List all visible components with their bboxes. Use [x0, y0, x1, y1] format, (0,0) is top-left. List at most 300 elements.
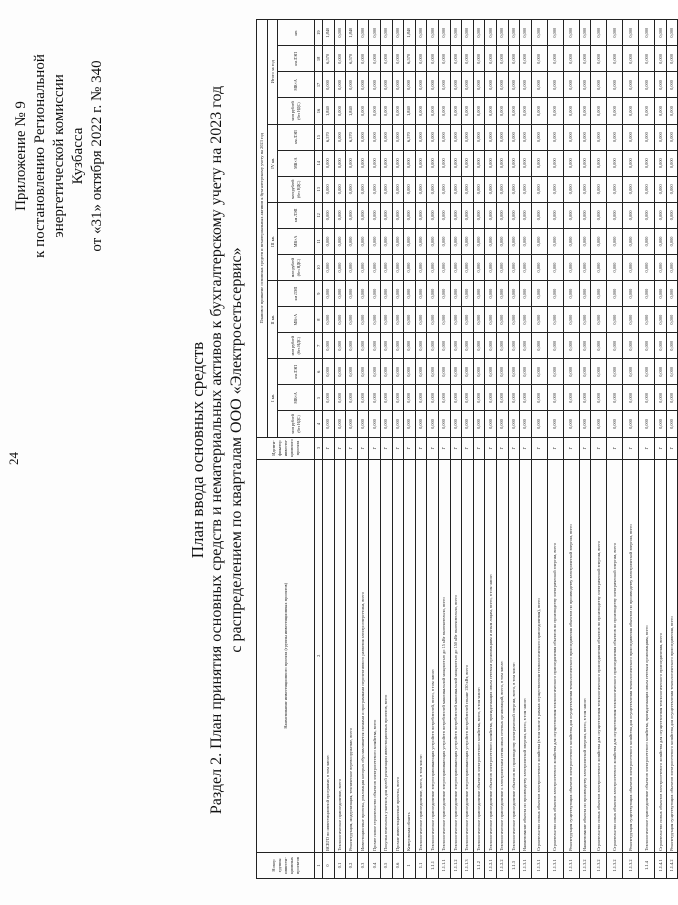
header-quarter: IV кв.: [268, 124, 278, 202]
row-number: 1.1.3.1: [520, 852, 532, 878]
table-row: [666, 20, 678, 879]
row-value: 0,000: [607, 411, 623, 437]
row-number: 1.1.4.1: [655, 852, 667, 878]
row-value: 0,000: [496, 307, 508, 333]
investment-table: [256, 19, 678, 879]
row-value: 0,000: [591, 72, 607, 98]
table-row: [563, 20, 579, 879]
row-value: 0,000: [485, 411, 497, 437]
row-project-name: Технологическое присоединение энергопринимающих устройств потребителей, всего, в том числе:: [427, 459, 439, 852]
header-column-number: 7: [315, 333, 323, 359]
row-value: 0,000: [579, 202, 591, 228]
row-value: 0,000: [496, 359, 508, 385]
row-value: 0,000: [666, 307, 678, 333]
header-column-number: 3: [315, 437, 323, 459]
row-value: 0,000: [496, 46, 508, 72]
row-value: 0,000: [579, 411, 591, 437]
row-value: 0,000: [392, 228, 404, 254]
row-value: 0,000: [334, 228, 346, 254]
row-value: 0,000: [655, 150, 667, 176]
row-value: 0,000: [415, 150, 427, 176]
row-value: 0,000: [415, 307, 427, 333]
row-value: 0,000: [438, 228, 450, 254]
row-value: 0,000: [520, 411, 532, 437]
row-value: 0,000: [607, 228, 623, 254]
row-value: 0,000: [639, 333, 655, 359]
row-value: 0,000: [607, 307, 623, 333]
table-row: [438, 20, 450, 879]
row-value: 0,000: [666, 333, 678, 359]
row-value: 0,000: [323, 150, 335, 176]
row-value: 0,000: [547, 333, 563, 359]
row-identifier: Г: [508, 437, 520, 459]
row-value: 0,000: [579, 307, 591, 333]
row-value: 0,000: [415, 124, 427, 150]
header-unit: км ЛЭП: [278, 202, 315, 228]
row-identifier: Г: [547, 437, 563, 459]
header-column-number: 11: [315, 228, 323, 254]
row-value: 6,570: [323, 46, 335, 72]
row-value: 0,000: [427, 281, 439, 307]
table-row: [655, 20, 667, 879]
row-number: 1.1.3.1: [563, 852, 579, 878]
row-identifier: Г: [450, 437, 462, 459]
row-number: 0.5: [380, 852, 392, 878]
row-value: 0,000: [531, 411, 547, 437]
row-value: 6,570: [346, 124, 358, 150]
row-value: 0,000: [450, 228, 462, 254]
row-value: 0,000: [666, 385, 678, 411]
row-value: 0,000: [623, 98, 639, 124]
row-value: 0,000: [380, 385, 392, 411]
row-value: 0,000: [380, 307, 392, 333]
investment-table-wrapper: [256, 19, 675, 879]
row-value: 0,000: [404, 359, 416, 385]
row-value: 0,000: [531, 72, 547, 98]
row-value: 0,000: [404, 150, 416, 176]
header-column-number: 2: [315, 459, 323, 852]
row-identifier: Г: [334, 437, 346, 459]
row-value: 0,000: [520, 385, 532, 411]
row-value: 0,000: [380, 124, 392, 150]
table-row: [520, 20, 532, 879]
row-value: 0,000: [357, 333, 369, 359]
row-value: 0,000: [547, 411, 563, 437]
row-value: 0,000: [531, 20, 547, 46]
row-value: 0,000: [485, 202, 497, 228]
row-value: 0,000: [346, 72, 358, 98]
row-project-name: Технологическое присоединение объектов электросетевого хозяйства, принадлежащих иным сетевым организациям, всего: [639, 459, 655, 852]
header-quarter: I кв.: [268, 359, 278, 437]
row-value: 0,000: [450, 307, 462, 333]
row-value: 0,000: [404, 307, 416, 333]
row-value: 0,000: [450, 46, 462, 72]
row-value: 0,000: [607, 20, 623, 46]
header-unit: МВ×А: [278, 72, 315, 98]
row-value: 0,000: [531, 150, 547, 176]
row-value: 0,000: [427, 124, 439, 150]
row-value: 0,000: [427, 46, 439, 72]
row-value: 0,000: [369, 202, 381, 228]
row-value: 0,000: [357, 202, 369, 228]
header-unit: км ЛЭП: [278, 124, 315, 150]
row-identifier: Г: [623, 437, 639, 459]
row-number: 1.1.1.2: [450, 852, 462, 878]
row-identifier: Г: [520, 437, 532, 459]
row-value: 0,000: [462, 385, 474, 411]
row-number: 1.1.1: [427, 852, 439, 878]
row-value: 0,000: [392, 359, 404, 385]
row-value: 0,000: [496, 411, 508, 437]
row-value: 0,000: [427, 254, 439, 280]
header-column-number: 14: [315, 150, 323, 176]
row-value: 0,000: [531, 202, 547, 228]
row-value: 0,000: [591, 202, 607, 228]
row-value: 0,000: [508, 359, 520, 385]
row-value: 0,000: [323, 307, 335, 333]
row-value: 0,000: [427, 98, 439, 124]
row-identifier: Г: [607, 437, 623, 459]
row-value: 0,000: [473, 254, 485, 280]
row-value: 0,000: [485, 385, 497, 411]
row-value: 0,000: [563, 411, 579, 437]
row-value: 0,000: [450, 385, 462, 411]
row-value: 0,000: [450, 359, 462, 385]
row-value: 0,000: [323, 228, 335, 254]
row-number: 1.1.3.1: [547, 852, 563, 878]
row-value: 0,000: [496, 333, 508, 359]
row-number: 0.4: [369, 852, 381, 878]
table-row: [369, 20, 381, 879]
table-row: [623, 20, 639, 879]
row-value: 0,000: [485, 98, 497, 124]
row-value: 0,000: [404, 333, 416, 359]
row-number: 1.1.3: [508, 852, 520, 878]
row-value: 0,000: [392, 20, 404, 46]
row-value: 0,000: [547, 307, 563, 333]
row-value: 0,000: [563, 254, 579, 280]
row-value: 0,000: [357, 150, 369, 176]
row-value: 0,000: [655, 202, 667, 228]
row-project-name: Технологическое присоединение энергопринимающих устройств потребителей максимальной мощностью до 15 кВт включительно, всего: [438, 459, 450, 852]
row-identifier: Г: [404, 437, 416, 459]
row-value: 0,000: [563, 176, 579, 202]
row-identifier: Г: [579, 437, 591, 459]
row-project-name: Технологическое присоединение объектов по производству электрической энергии, всего, в том числе:: [508, 459, 520, 852]
row-value: 0,000: [531, 333, 547, 359]
page-number: 24: [6, 452, 21, 465]
table-row: [496, 20, 508, 879]
row-value: 0,000: [415, 20, 427, 46]
row-value: 0,000: [623, 359, 639, 385]
row-number: 1.1.4: [639, 852, 655, 878]
row-value: 0,000: [485, 20, 497, 46]
row-value: 0,000: [392, 385, 404, 411]
row-value: 0,000: [655, 46, 667, 72]
row-value: 0,000: [623, 46, 639, 72]
row-value: 0,000: [369, 333, 381, 359]
row-identifier: Г: [655, 437, 667, 459]
section-title: Раздел 2. План принятия основных средств и нематериальных активов к бухгалтерскому учету на 2023 год: [208, 85, 225, 815]
header-unit: МВ×А: [278, 385, 315, 411]
row-project-name: Инвестиционные проекты, реализация которых обуславливается схемами и программами перспективного развития электроэнергетики, всего: [357, 459, 369, 852]
row-value: 0,000: [392, 333, 404, 359]
row-identifier: Г: [438, 437, 450, 459]
row-project-name: Покупка земельных участков для целей реализации инвестиционных проектов, всего: [380, 459, 392, 852]
header-column-number: 15: [315, 124, 323, 150]
row-value: 1,840: [346, 98, 358, 124]
row-value: 0,000: [531, 254, 547, 280]
row-value: 0,000: [520, 98, 532, 124]
row-value: 0,000: [323, 333, 335, 359]
row-value: 0,000: [639, 150, 655, 176]
row-value: 6,570: [346, 46, 358, 72]
row-project-name: Наименование объекта по производству электрической энергии, всего, в том числе:: [520, 459, 532, 852]
row-value: 0,000: [334, 254, 346, 280]
row-value: 0,000: [380, 411, 392, 437]
row-value: 0,000: [427, 307, 439, 333]
row-value: 0,000: [655, 124, 667, 150]
row-value: 0,000: [334, 411, 346, 437]
row-identifier: Г: [563, 437, 579, 459]
row-value: 0,000: [473, 228, 485, 254]
row-project-name: Кемеровская область: [404, 459, 416, 852]
row-value: 0,000: [415, 72, 427, 98]
table-row: [346, 20, 358, 879]
row-value: 0,000: [369, 359, 381, 385]
row-value: 0,000: [346, 359, 358, 385]
row-value: 0,000: [579, 124, 591, 150]
row-value: 0,000: [607, 202, 623, 228]
appendix-line: энергетической комиссии: [51, 74, 67, 238]
row-value: 0,000: [392, 124, 404, 150]
row-value: 0,000: [404, 281, 416, 307]
row-identifier: Г: [462, 437, 474, 459]
row-value: 0,000: [473, 307, 485, 333]
row-value: 0,000: [473, 72, 485, 98]
row-value: 0,000: [473, 385, 485, 411]
row-value: 0,000: [357, 411, 369, 437]
row-value: 0,000: [438, 150, 450, 176]
row-value: 0,000: [623, 124, 639, 150]
row-value: 0,000: [591, 46, 607, 72]
row-value: 0,000: [346, 202, 358, 228]
header-column-number: 12: [315, 202, 323, 228]
row-value: 0,000: [415, 254, 427, 280]
row-value: 0,000: [508, 254, 520, 280]
header-column-number: 5: [315, 385, 323, 411]
row-value: 0,000: [404, 72, 416, 98]
row-value: 0,000: [520, 72, 532, 98]
table-row: [607, 20, 623, 879]
row-value: 0,000: [404, 202, 416, 228]
row-identifier: Г: [639, 437, 655, 459]
row-value: 0,000: [655, 72, 667, 98]
row-value: 0,000: [607, 254, 623, 280]
header-column-number: 17: [315, 72, 323, 98]
row-value: 0,000: [623, 176, 639, 202]
row-value: 0,000: [531, 281, 547, 307]
row-value: 0,000: [496, 72, 508, 98]
row-value: 0,000: [563, 202, 579, 228]
row-value: 6,570: [323, 124, 335, 150]
row-value: 0,000: [427, 385, 439, 411]
row-value: 0,000: [392, 281, 404, 307]
row-value: 0,000: [639, 254, 655, 280]
row-value: 0,000: [579, 385, 591, 411]
row-value: 0,000: [392, 202, 404, 228]
row-identifier: Г: [531, 437, 547, 459]
row-project-name: Технологическое присоединение объектов электросетевого хозяйства, всего, в том числе:: [473, 459, 485, 852]
row-value: 0,000: [655, 307, 667, 333]
row-identifier: Г: [357, 437, 369, 459]
row-value: 0,000: [450, 20, 462, 46]
row-project-name: Технологическое присоединение энергопринимающих устройств потребителей свыше 150 кВт, всего: [462, 459, 474, 852]
row-identifier: Г: [473, 437, 485, 459]
row-value: 0,000: [607, 46, 623, 72]
row-value: 0,000: [547, 46, 563, 72]
row-value: 0,000: [346, 254, 358, 280]
row-value: 0,000: [666, 20, 678, 46]
row-value: 0,000: [462, 150, 474, 176]
row-value: 0,000: [462, 176, 474, 202]
row-value: 0,000: [666, 72, 678, 98]
row-value: 0,000: [415, 228, 427, 254]
header-unit: шт.: [278, 20, 315, 46]
row-value: 0,000: [438, 411, 450, 437]
row-value: 0,000: [404, 385, 416, 411]
row-number: 1.1: [415, 852, 427, 878]
row-value: 0,000: [346, 281, 358, 307]
row-value: 0,000: [485, 254, 497, 280]
table-row: [531, 20, 547, 879]
row-project-name: Реконструкция, модернизация, техническое перевооружение, всего: [346, 459, 358, 852]
row-value: 0,000: [450, 281, 462, 307]
row-value: 0,000: [380, 254, 392, 280]
row-value: 0,000: [639, 281, 655, 307]
row-identifier: Г: [415, 437, 427, 459]
row-value: 0,000: [563, 333, 579, 359]
row-value: 0,000: [392, 411, 404, 437]
row-value: 0,000: [357, 281, 369, 307]
row-value: 0,000: [346, 333, 358, 359]
row-value: 0,000: [415, 202, 427, 228]
row-value: 0,000: [438, 124, 450, 150]
row-project-name: Реконструкция существующих объектов электросетевого хозяйства для осуществления технологического присоединения объектов по производству электрической энергии, всего: [563, 459, 579, 852]
header-unit: км ЛЭП: [278, 281, 315, 307]
row-number: 1.1.1.1: [438, 852, 450, 878]
row-value: 0,000: [607, 124, 623, 150]
row-value: 0,000: [563, 46, 579, 72]
row-value: 0,000: [547, 72, 563, 98]
row-value: 0,000: [357, 307, 369, 333]
row-value: 0,000: [462, 228, 474, 254]
row-value: 0,000: [591, 228, 607, 254]
header-quarter: Итого за год: [268, 20, 278, 125]
row-identifier: Г: [392, 437, 404, 459]
row-value: 0,000: [591, 385, 607, 411]
row-project-name: Строительство новых объектов электросетевого хозяйства для осуществления технологического присоединения объектов по производству электрической энергии, всего: [591, 459, 607, 852]
row-value: 1,840: [404, 20, 416, 46]
appendix-line: к постановлению Региональной: [32, 54, 48, 258]
row-value: 0,000: [639, 202, 655, 228]
row-identifier: Г: [496, 437, 508, 459]
row-value: 0,000: [508, 281, 520, 307]
row-project-name: Технологическое присоединение к электрическим сетям иных сетевых организаций, всего, в том числе:: [496, 459, 508, 852]
row-number: 1.1.3.2: [591, 852, 607, 878]
row-value: 0,000: [369, 228, 381, 254]
row-value: 0,000: [520, 202, 532, 228]
row-value: 0,000: [380, 72, 392, 98]
table-row: [473, 20, 485, 879]
row-value: 0,000: [357, 359, 369, 385]
row-value: 0,000: [380, 176, 392, 202]
row-number: 1.1.2.2: [496, 852, 508, 878]
row-value: 0,000: [346, 228, 358, 254]
row-value: 0,000: [655, 254, 667, 280]
row-value: 0,000: [655, 228, 667, 254]
header-name: Наименование инвестиционного проекта (группы инвестиционных проектов): [257, 459, 315, 852]
row-value: 0,000: [508, 124, 520, 150]
row-project-name: Технологическое присоединение объектов электросетевого хозяйства, принадлежащих иным сетевым организациям и иным лицам, всего, в том числе:: [485, 459, 497, 852]
row-number: 0.3: [357, 852, 369, 878]
table-row: [547, 20, 563, 879]
row-value: 0,000: [380, 228, 392, 254]
row-value: 0,000: [496, 98, 508, 124]
row-value: 0,000: [496, 202, 508, 228]
row-value: 0,000: [473, 98, 485, 124]
table-row: [591, 20, 607, 879]
row-value: 0,000: [450, 202, 462, 228]
row-value: 0,000: [520, 124, 532, 150]
row-value: 0,000: [666, 150, 678, 176]
row-value: 0,000: [485, 228, 497, 254]
row-value: 0,000: [623, 411, 639, 437]
row-value: 0,000: [607, 281, 623, 307]
row-value: 0,000: [520, 150, 532, 176]
row-value: 0,000: [607, 385, 623, 411]
row-value: 0,000: [639, 176, 655, 202]
row-value: 0,000: [531, 98, 547, 124]
table-row: [323, 20, 335, 879]
row-value: 0,000: [438, 176, 450, 202]
appendix-line: Приложение № 9: [13, 101, 29, 211]
row-value: 0,000: [427, 72, 439, 98]
row-value: 0,000: [579, 98, 591, 124]
row-value: 0,000: [485, 281, 497, 307]
header-unit: км ЛЭП: [278, 46, 315, 72]
row-value: 0,000: [655, 411, 667, 437]
row-value: 0,000: [547, 176, 563, 202]
row-value: 0,000: [438, 307, 450, 333]
row-value: 0,000: [346, 150, 358, 176]
row-value: 0,000: [485, 176, 497, 202]
row-value: 0,000: [450, 176, 462, 202]
row-value: 0,000: [427, 411, 439, 437]
row-value: 0,000: [563, 385, 579, 411]
header-column-number: 9: [315, 281, 323, 307]
row-value: 0,000: [334, 46, 346, 72]
row-value: 0,000: [508, 150, 520, 176]
row-value: 0,000: [496, 281, 508, 307]
row-value: 0,000: [357, 98, 369, 124]
row-value: 0,000: [591, 307, 607, 333]
row-value: 0,000: [334, 176, 346, 202]
document-title: План ввода основных средств: [188, 341, 207, 559]
row-value: 0,000: [427, 228, 439, 254]
row-value: 0,000: [334, 124, 346, 150]
row-value: 0,000: [392, 46, 404, 72]
